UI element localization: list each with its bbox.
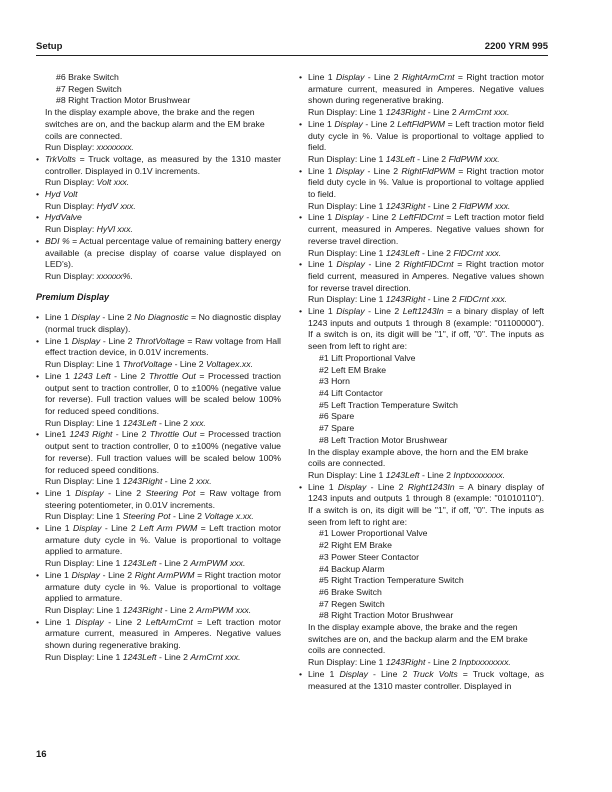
list-item: #8 Right Traction Motor Brushwear <box>56 95 191 106</box>
bullet-bdi: • BDI % = Actual percentage value of remaining battery energy available (a precise display of coarse value displayed on LED’s). <box>36 236 281 271</box>
run-display: Run Display: Line 1 1243Right - Line 2 Inptxxxxxxxx. <box>308 657 511 668</box>
bullet-hydvalve: • HydValve <box>36 212 281 224</box>
list-item: #3 Power Steer Contactor <box>319 551 419 562</box>
run-display: Run Display: HydV xxx. <box>45 200 136 211</box>
bullet-right-arm-crnt: • Line 1 Display - Line 2 RightArmCrnt = Right traction motor armature current, measured in Amperes. Negative values shown during regenerative braking. <box>299 72 544 107</box>
list-item: #6 Brake Switch <box>56 72 119 82</box>
header-section: Setup <box>36 41 63 52</box>
run-display: Run Display: Line 1 1243Left - Line 2 ArmCrnt xxx. <box>45 651 241 662</box>
bullet-no-diagnostic: • Line 1 Display - Line 2 No Diagnostic = No diagnostic display (normal truck display). <box>36 312 281 335</box>
list-item: #5 Left Traction Temperature Switch <box>319 399 458 410</box>
bullet-left-fld-crnt: • Line 1 Display - Line 2 LeftFlDCrnt = Left traction motor field current, measured in Amperes. Negative values shown for reverse travel direction. <box>299 212 544 247</box>
list-item: #6 Brake Switch <box>319 586 382 597</box>
bullet-hydvolt: • Hyd Volt <box>36 189 281 201</box>
bullet-right-arm-pwm: • Line 1 Display - Line 2 Right ArmPWM = Right traction motor armature duty cycle in %. Value is proportional to voltage applied to armature. <box>36 570 281 605</box>
bullet-truck-volts: • Line 1 Display - Line 2 Truck Volts = Truck voltage, as measured at the 1310 master controller. Displayed in <box>299 669 544 692</box>
right-column <box>299 72 544 692</box>
run-display: Run Display: Line 1 Steering Pot - Line 2 Voltage x.xx. <box>45 511 254 522</box>
list-item: #2 Left EM Brake <box>319 364 387 375</box>
run-display: Run Display: Line 1 1243Left - Line 2 ArmPWM xxx. <box>45 558 246 569</box>
section-heading-premium: Premium Display <box>36 291 110 302</box>
list-item: #7 Regen Switch <box>319 598 385 609</box>
bullet-right-fld-pwm: • Line 1 Display - Line 2 RightFldPWM = Right traction motor field duty cycle in %. Value is proportional to voltage applied to field. <box>299 166 544 201</box>
run-display: Run Display: Line 1 1243Right - Line 2 xxx. <box>45 476 212 487</box>
run-display: Run Display: Line 1 143Left - Line 2 FldPWM xxx. <box>308 153 500 164</box>
bullet-right-throttle-out: • Line1 1243 Right - Line 2 Throttle Out = Processed traction output sent to traction controller, 0 to ±100% (negative value for reverse). Full traction values will be scaled below 100% for reduced speed conditions. <box>36 429 281 476</box>
run-display: Run Display: Line 1 1243Left - Line 2 xxx. <box>45 417 206 428</box>
run-display: Run Display: Line 1 ThrotVoltage - Line 2 Voltagex.xx. <box>45 359 253 370</box>
bullet-right-1243-in: • Line 1 Display - Line 2 Right1243In = A binary display of 1243 inputs and outputs 1 through 8 (example: "01010110"). If a switch is on, its digit will be "1", if off, "0". The inputs as seen from left to right are: <box>299 482 544 529</box>
run-display: Run Display: xxxxxx%. <box>45 270 133 281</box>
run-display: Run Display: Line 1 1243Right - Line 2 ArmCrnt xxx. <box>308 107 510 118</box>
run-display: Run Display: Line 1 1243Left - Line 2 FlDCrnt xxx. <box>308 247 502 258</box>
list-item: #4 Lift Contactor <box>319 387 383 398</box>
bullet-left-1243-in: • Line 1 Display - Line 2 Left1243In = a binary display of left 1243 inputs and outputs 1 through 8 (example: "01100000"). If a switch is on, its digit will be "1", if off, "0". The inputs as seen from left to right are: <box>299 306 544 353</box>
run-display: Run Display: xxxxxxxx. <box>45 142 134 153</box>
run-display: Run Display: Line 1 1243Right - Line 2 FlDCrnt xxx. <box>308 294 507 305</box>
bullet-right-fld-crnt: • Line 1 Display - Line 2 RightFlDCrnt = Right traction motor field current, measured in Amperes. Negative values shown for reverse travel direction. <box>299 259 544 294</box>
run-display: Run Display: HyVl xxx. <box>45 224 133 235</box>
page-number: 16 <box>36 749 47 760</box>
list-item: #3 Horn <box>319 376 350 387</box>
list-item: #2 Right EM Brake <box>319 540 392 551</box>
header-rule <box>36 55 548 56</box>
example-text: In the display example above, the horn and the EM brake coils are connected. <box>308 446 529 469</box>
run-display: Run Display: Line 1 1243Right - Line 2 ArmPWM xxx. <box>45 604 252 615</box>
list-item: #7 Spare <box>319 423 355 434</box>
list-item: #4 Backup Alarm <box>319 563 385 574</box>
bullet-left-arm-pwm: • Line 1 Display - Line 2 Left Arm PWM = Left traction motor armature duty cycle in %. Value is proportional to voltage applied to armature. <box>36 523 281 558</box>
bullet-throtvoltage: • Line 1 Display - Line 2 ThrotVoltage = Raw voltage from Hall effect traction device, in 0.01V increments. <box>36 336 281 359</box>
run-display: Run Display: Line 1 1243Right - Line 2 FldPWM xxx. <box>308 200 511 211</box>
list-item: #8 Left Traction Motor Brushwear <box>319 434 448 445</box>
bullet-left-arm-crnt: • Line 1 Display - Line 2 LeftArmCrnt = Left traction motor armature current, measured in Amperes. Negative values shown during regenerative braking. <box>36 617 281 652</box>
bullet-trkvolts: • TrkVolts = Truck voltage, as measured by the 1310 master controller. Displayed in 0.1V increments. <box>36 154 281 177</box>
list-item: #1 Lift Proportional Valve <box>319 352 416 363</box>
run-display: Run Display: Line 1 1243Left - Line 2 Inptxxxxxxxx. <box>308 469 506 480</box>
example-text: In the display example above, the brake and the regen switches are on, and the backup alarm and the EM brake coils are connected. <box>45 107 265 141</box>
bullet-steering-pot: • Line 1 Display - Line 2 Steering Pot = Raw voltage from steering potentiometer, in 0.01V increments. <box>36 488 281 511</box>
list-item: #7 Regen Switch <box>56 83 122 94</box>
run-display: Run Display: Volt xxx. <box>45 177 130 188</box>
list-item: #6 Spare <box>319 411 355 422</box>
left-column <box>36 72 281 663</box>
bullet-left-throttle-out: • Line 1 1243 Left - Line 2 Throttle Out = Processed traction output sent to traction controller, 0 to ±100% (negative value for reverse). Full traction values will be scaled below 100% for reduced speed conditions. <box>36 371 281 418</box>
header-model: 2200 YRM 995 <box>484 41 548 52</box>
bullet-left-fld-pwm: • Line 1 Display - Line 2 LeftFldPWM = Left traction motor field duty cycle in %. Value is proportional to voltage applied to field. <box>299 119 544 154</box>
list-item: #5 Right Traction Temperature Switch <box>319 575 464 586</box>
list-item: #8 Right Traction Motor Brushwear <box>319 610 454 621</box>
example-text: In the display example above, the brake and the regen switches are on, and the backup alarm and the EM brake coils are connected. <box>308 622 528 656</box>
list-item: #1 Lower Proportional Valve <box>319 528 428 539</box>
